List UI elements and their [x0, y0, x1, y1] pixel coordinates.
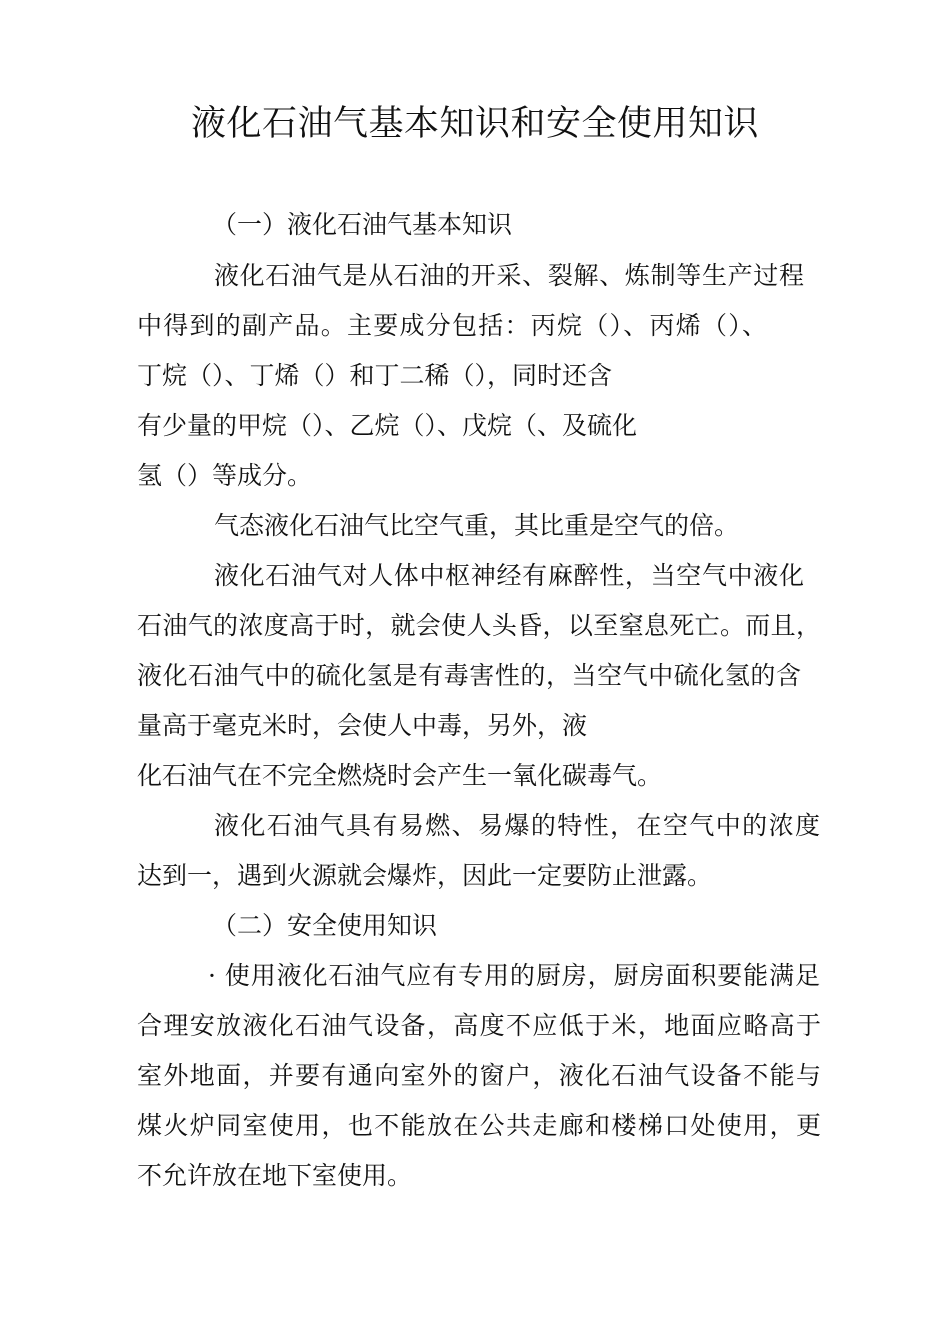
paragraph-line: 液化石油气具有易燃、易爆的特性，在空气中的浓度	[214, 811, 820, 840]
paragraph-line: 有少量的甲烷（）、乙烷（）、戊烷（、及硫化	[137, 411, 638, 440]
section-heading-1: （一）液化石油气基本知识	[212, 210, 513, 239]
document-title: 液化石油气基本知识和安全使用知识	[190, 104, 759, 144]
paragraph-line: 液化石油气对人体中枢神经有麻醉性，当空气中液化	[214, 561, 804, 590]
paragraph-line: 不允许放在地下室使用。	[137, 1161, 413, 1190]
paragraph-line: 石油气的浓度高于时，就会使人头昏，以至窒息死亡。而且，	[137, 611, 821, 640]
paragraph-line: 煤火炉同室使用，也不能放在公共走廊和楼梯口处使用，更	[137, 1111, 821, 1140]
paragraph-line: 达到一，遇到火源就会爆炸，因此一定要防止泄露。	[137, 861, 713, 890]
paragraph-line: 中得到的副产品。主要成分包括：丙烷（）、丙烯（）、	[137, 311, 767, 340]
paragraph-line: · 使用液化石油气应有专用的厨房，厨房面积要能满足	[208, 961, 820, 990]
paragraph-line: 室外地面，并要有通向室外的窗户，液化石油气设备不能与	[137, 1061, 821, 1090]
paragraph-line: 合理安放液化石油气设备，高度不应低于米，地面应略高于	[137, 1011, 821, 1040]
paragraph-line: 化石油气在不完全燃烧时会产生一氧化碳毒气。	[137, 761, 663, 790]
paragraph-line: 氢（）等成分。	[137, 461, 313, 490]
paragraph-line: 丁烷（）、丁烯（）和丁二稀（），同时还含	[137, 361, 613, 390]
section-heading-2: （二）安全使用知识	[212, 911, 438, 940]
paragraph-line: 气态液化石油气比空气重，其比重是空气的倍。	[214, 511, 740, 540]
paragraph-line: 液化石油气中的硫化氢是有毒害性的，当空气中硫化氢的含	[137, 661, 801, 690]
paragraph-line: 液化石油气是从石油的开采、裂解、炼制等生产过程	[214, 261, 804, 290]
paragraph-line: 量高于毫克米时，会使人中毒，另外，液	[137, 711, 588, 740]
